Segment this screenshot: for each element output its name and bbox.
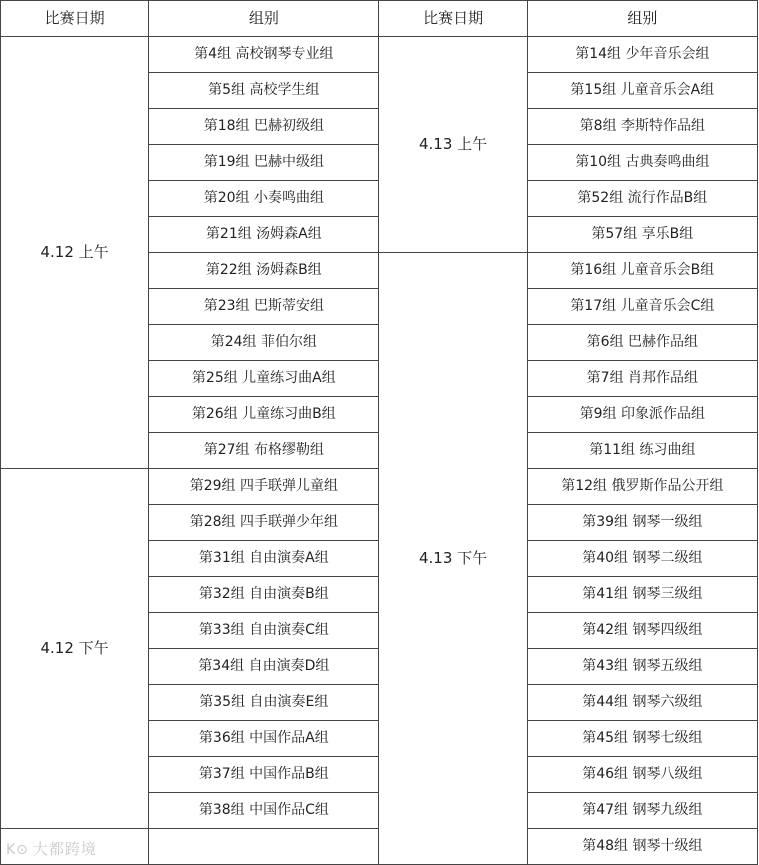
group-cell: 第29组 四手联弹儿童组 [149,469,379,505]
session-date-cell: 4.13 下午 [379,253,527,865]
group-cell: 第52组 流行作品B组 [527,181,757,217]
group-cell: 第37组 中国作品B组 [149,757,379,793]
group-cell: 第9组 印象派作品组 [527,397,757,433]
group-cell: 第32组 自由演奏B组 [149,577,379,613]
header-date-right: 比赛日期 [379,1,527,37]
session-date-cell: 4.13 上午 [379,37,527,253]
group-cell: 第25组 儿童练习曲A组 [149,361,379,397]
group-cell: 第45组 钢琴七级组 [527,721,757,757]
session-date-cell: 4.12 下午 [1,469,149,829]
watermark [6,838,97,859]
group-cell: 第16组 儿童音乐会B组 [527,253,757,289]
group-cell: 第46组 钢琴八级组 [527,757,757,793]
group-cell: 第35组 自由演奏E组 [149,685,379,721]
group-cell: 第8组 李斯特作品组 [527,109,757,145]
header-date-left: 比赛日期 [1,1,149,37]
group-cell: 第47组 钢琴九级组 [527,793,757,829]
group-cell: 第19组 巴赫中级组 [149,145,379,181]
session-date-cell: 4.12 上午 [1,37,149,469]
group-cell: 第5组 高校学生组 [149,73,379,109]
group-cell: 第38组 中国作品C组 [149,793,379,829]
group-cell: 第34组 自由演奏D组 [149,649,379,685]
group-cell: 第14组 少年音乐会组 [527,37,757,73]
group-cell: 第24组 菲伯尔组 [149,325,379,361]
group-cell: 第42组 钢琴四级组 [527,613,757,649]
group-cell: 第43组 钢琴五级组 [527,649,757,685]
header-row [1,1,758,37]
group-cell: 第48组 钢琴十级组 [527,829,757,865]
group-cell: 第39组 钢琴一级组 [527,505,757,541]
table-row [1,37,758,73]
group-cell: 第27组 布格缪勒组 [149,433,379,469]
group-cell: 第28组 四手联弹少年组 [149,505,379,541]
group-cell: 第40组 钢琴二级组 [527,541,757,577]
group-cell: 第20组 小奏鸣曲组 [149,181,379,217]
group-cell: 第18组 巴赫初级组 [149,109,379,145]
group-cell: 第23组 巴斯蒂安组 [149,289,379,325]
group-cell: 第10组 古典奏鸣曲组 [527,145,757,181]
header-group-left: 组别 [149,1,379,37]
group-cell: 第15组 儿童音乐会A组 [527,73,757,109]
group-cell: 第41组 钢琴三级组 [527,577,757,613]
group-cell: 第44组 钢琴六级组 [527,685,757,721]
bird-logo-icon: K⊙ [6,842,29,858]
group-cell: 第33组 自由演奏C组 [149,613,379,649]
group-cell: 第11组 练习曲组 [527,433,757,469]
group-cell: 第31组 自由演奏A组 [149,541,379,577]
watermark-text: 大都跨境 [32,840,97,858]
group-cell: 第22组 汤姆森B组 [149,253,379,289]
group-cell: 第36组 中国作品A组 [149,721,379,757]
header-group-right: 组别 [527,1,757,37]
group-cell: 第4组 高校钢琴专业组 [149,37,379,73]
group-cell: 第57组 享乐B组 [527,217,757,253]
empty-cell [149,829,379,865]
group-cell: 第17组 儿童音乐会C组 [527,289,757,325]
group-cell: 第6组 巴赫作品组 [527,325,757,361]
group-cell: 第7组 肖邦作品组 [527,361,757,397]
group-cell: 第12组 俄罗斯作品公开组 [527,469,757,505]
group-cell: 第21组 汤姆森A组 [149,217,379,253]
group-cell: 第26组 儿童练习曲B组 [149,397,379,433]
